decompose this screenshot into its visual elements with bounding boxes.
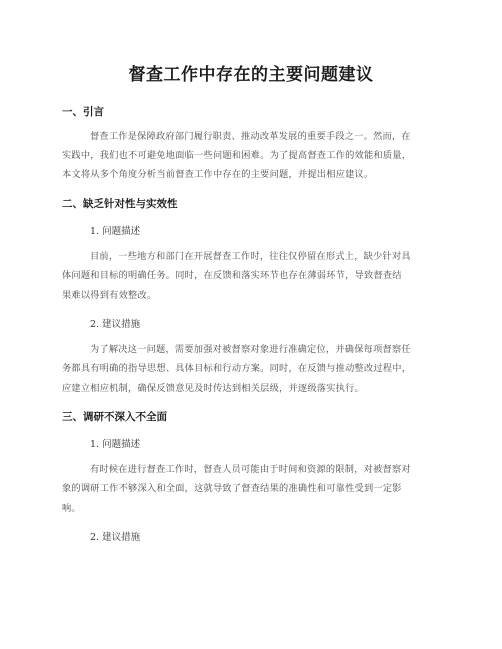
paragraph-line: 督查工作是保障政府部门履行职责、推动改革发展的重要手段之一。然而，在 [90,131,411,142]
document-title: 督查工作中存在的主要问题建议 [128,65,374,85]
paragraph-line: 响。 [62,503,81,514]
paragraph-line: 为了解决这一问题，需要加强对被督察对象进行准确定位，并确保每项督察任 [90,344,411,355]
subheading-measures: 2. 建议措施 [90,319,141,330]
paragraph-line: 应建立相应机制，确保反馈意见及时传达到相关层级，并逐级落实执行。 [62,383,364,394]
subheading-measures: 2. 建议措施 [90,532,141,543]
paragraph-line: 务都具有明确的指导思想、具体目标和行动方案。同时，在反馈与推动整改过程中， [62,363,412,374]
paragraph-line: 实践中，我们也不可避免地面临一些问题和困难。为了提高督查工作的效能和质量， [62,150,412,161]
section-heading-research: 三、调研不深入不全面 [62,411,167,423]
subheading-problem: 1. 问题描述 [90,439,141,450]
subheading-problem: 1. 问题描述 [90,226,141,237]
section-heading-targeting: 二、缺乏针对性与实效性 [62,198,178,210]
paragraph-line: 有时候在进行督查工作时，督查人员可能由于时间和资源的限制，对被督察对 [90,464,411,475]
paragraph-line: 象的调研工作不够深入和全面，这就导致了督查结果的准确性和可靠性受到一定影 [62,483,402,494]
paragraph-line: 本文将从多个角度分析当前督查工作中存在的主要问题，并提出相应建议。 [62,169,374,180]
section-heading-intro: 一、引言 [62,106,104,118]
paragraph-line: 目前，一些地方和部门在开展督查工作时，往往仅停留在形式上，缺少针对具 [90,251,411,262]
paragraph-line: 果难以得到有效整改。 [62,290,157,301]
paragraph-line: 体问题和目标的明确任务。同时，在反馈和落实环节也存在薄弱环节，导致督查结 [62,270,402,281]
